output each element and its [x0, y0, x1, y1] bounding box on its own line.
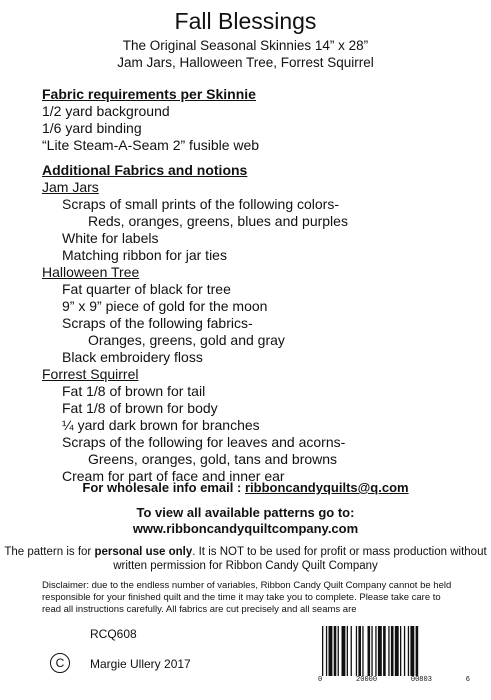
barcode-bar [368, 626, 371, 676]
page-title: Fall Blessings [174, 8, 317, 34]
halloween-tree-line: Black embroidery floss [62, 349, 203, 365]
barcode-digit-group: 20000 [356, 676, 378, 684]
jam-jars-heading: Jam Jars [42, 179, 99, 195]
barcode-bar [347, 626, 348, 676]
forrest-squirrel-heading: Forrest Squirrel [42, 366, 139, 382]
barcode-bars [318, 626, 470, 676]
usage-notice [0, 546, 491, 558]
forrest-squirrel-line: Scraps of the following for leaves and acorns- [62, 434, 346, 450]
additional-fabrics-heading: Additional Fabrics and notions [42, 162, 248, 178]
usage-notice-bold: personal use only [94, 546, 193, 558]
fabric-item: 1/2 yard background [42, 103, 170, 119]
barcode-bar [329, 626, 333, 676]
barcode-digit-group: 6 [465, 676, 470, 684]
sku-label: RCQ608 [90, 627, 137, 641]
barcode-bar [326, 626, 327, 676]
barcode-digits [318, 676, 470, 684]
barcode-bar [388, 626, 389, 676]
barcode-bar [416, 626, 419, 676]
jam-jars-line: Matching ribbon for jar ties [62, 247, 227, 263]
copyright-icon: C [50, 653, 70, 673]
author-credit: Margie Ullery 2017 [90, 657, 191, 671]
barcode-bar [322, 626, 323, 676]
barcode-bar [371, 626, 372, 676]
barcode-bar [334, 626, 337, 676]
forrest-squirrel-line: Fat 1/8 of brown for tail [62, 383, 206, 399]
disclaimer-text: Disclaimer: due to the endless number of variables, Ribbon Candy Quilt Company cannot be held responsible for your finished quilt and the time it may take you to complete. Please take care to read all instructions carefully. All fabrics are cut precisely and all seams are [42, 580, 452, 615]
jam-jars-line: White for labels [62, 230, 159, 246]
halloween-tree-heading: Halloween Tree [42, 264, 140, 280]
halloween-tree-line: Oranges, greens, gold and gray [88, 332, 285, 348]
barcode-bar [391, 626, 394, 676]
barcode-bar [410, 626, 414, 676]
barcode-bar [342, 626, 346, 676]
wholesale-info [0, 480, 491, 495]
barcode-bar [358, 626, 361, 676]
barcode-digit-group: 00803 [410, 676, 432, 684]
forrest-squirrel-line: Greens, oranges, gold, tans and browns [88, 451, 338, 467]
forrest-squirrel-line: Cream for part of face and inner ear [62, 468, 285, 484]
barcode-bar [404, 626, 405, 676]
website-link[interactable]: www.ribboncandyquiltcompany.com [132, 521, 359, 536]
barcode-digit-group: 0 [318, 676, 323, 684]
barcode-bar [362, 626, 363, 676]
forrest-squirrel-line: ¼ yard dark brown for branches [62, 417, 260, 433]
jam-jars-line: Scraps of small prints of the following colors- [62, 196, 339, 212]
barcode-bar [378, 626, 382, 676]
subtitle-size: The Original Seasonal Skinnies 14” x 28” [122, 38, 369, 53]
view-patterns-line: To view all available patterns go to: [136, 505, 355, 520]
fabric-requirements-heading: Fabric requirements per Skinnie [42, 86, 256, 102]
barcode-bar [375, 626, 376, 676]
halloween-tree-line: Fat quarter of black for tree [62, 281, 231, 297]
jam-jars-line: Reds, oranges, greens, blues and purples [88, 213, 348, 229]
forrest-squirrel-line: Fat 1/8 of brown for body [62, 400, 218, 416]
fabric-item: “Lite Steam-A-Seam 2” fusible web [42, 137, 260, 153]
barcode-bar [400, 626, 401, 676]
wholesale-label: For wholesale info email : [82, 480, 245, 495]
barcode-bar [408, 626, 409, 676]
usage-notice-line2: written permission for Ribbon Candy Quilt Company [113, 560, 378, 572]
usage-notice-post: . It is NOT to be used for profit or mass production without [192, 546, 487, 558]
fabric-item: 1/6 yard binding [42, 120, 142, 136]
halloween-tree-line: Scraps of the following fabrics- [62, 315, 253, 331]
barcode-bar [383, 626, 386, 676]
wholesale-email-link[interactable]: ribboncandyquilts@q.com [244, 480, 409, 495]
halloween-tree-line: 9” x 9” piece of gold for the moon [62, 298, 268, 314]
barcode [318, 626, 470, 688]
subtitle-blocks: Jam Jars, Halloween Tree, Forrest Squirrel [117, 55, 374, 70]
barcode-bar [356, 626, 357, 676]
barcode-bar [338, 626, 339, 676]
usage-notice-pre: The pattern is for [4, 546, 95, 558]
barcode-bar [395, 626, 399, 676]
barcode-bar [351, 626, 352, 676]
